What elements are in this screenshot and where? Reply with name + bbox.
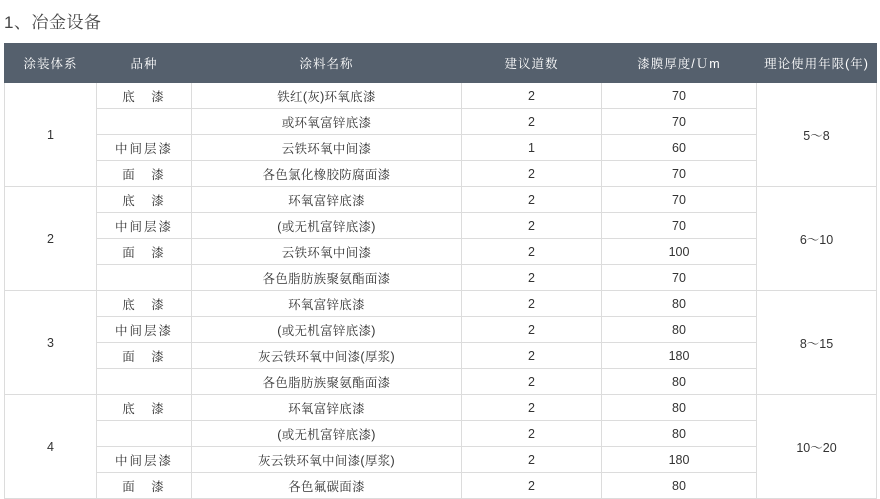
cell-kind: 中间层漆 — [97, 213, 192, 239]
cell-coats: 2 — [462, 421, 602, 447]
cell-paint-name: 环氧富锌底漆 — [192, 187, 462, 213]
cell-thickness: 80 — [602, 473, 757, 499]
cell-service-life: 5～8 — [757, 83, 877, 187]
table-row — [5, 291, 877, 317]
cell-paint-name: 灰云铁环氧中间漆(厚浆) — [192, 343, 462, 369]
cell-thickness: 70 — [602, 265, 757, 291]
cell-paint-name: 云铁环氧中间漆 — [192, 135, 462, 161]
table-row — [5, 369, 877, 395]
cell-service-life: 6～10 — [757, 187, 877, 291]
table-row — [5, 395, 877, 421]
cell-kind: 面 漆 — [97, 473, 192, 499]
cell-paint-name: 各色氟碳面漆 — [192, 473, 462, 499]
coating-systems-table — [4, 43, 877, 499]
cell-paint-name: 各色脂肪族聚氨酯面漆 — [192, 369, 462, 395]
cell-coats: 2 — [462, 447, 602, 473]
cell-coats: 2 — [462, 83, 602, 109]
cell-coats: 2 — [462, 369, 602, 395]
table-row — [5, 343, 877, 369]
table-body — [5, 83, 877, 499]
cell-kind: 面 漆 — [97, 343, 192, 369]
cell-kind: 中间层漆 — [97, 135, 192, 161]
table-row — [5, 239, 877, 265]
cell-system: 3 — [5, 291, 97, 395]
column-header-kind: 品种 — [97, 44, 192, 83]
cell-thickness: 80 — [602, 291, 757, 317]
table-row — [5, 109, 877, 135]
cell-service-life: 10～20 — [757, 395, 877, 499]
cell-service-life: 8～15 — [757, 291, 877, 395]
table-row — [5, 317, 877, 343]
cell-kind — [97, 109, 192, 135]
cell-thickness: 70 — [602, 109, 757, 135]
cell-kind — [97, 369, 192, 395]
cell-coats: 2 — [462, 343, 602, 369]
table-row — [5, 447, 877, 473]
cell-paint-name: (或无机富锌底漆) — [192, 213, 462, 239]
cell-coats: 2 — [462, 161, 602, 187]
cell-coats: 2 — [462, 187, 602, 213]
cell-thickness: 100 — [602, 239, 757, 265]
column-header-coats: 建议道数 — [462, 44, 602, 83]
table-row — [5, 213, 877, 239]
cell-coats: 2 — [462, 291, 602, 317]
column-header-thickness: 漆膜厚度/Ｕm — [602, 44, 757, 83]
cell-paint-name: 云铁环氧中间漆 — [192, 239, 462, 265]
table-row — [5, 135, 877, 161]
cell-thickness: 70 — [602, 161, 757, 187]
cell-thickness: 80 — [602, 395, 757, 421]
cell-thickness: 70 — [602, 83, 757, 109]
cell-kind: 中间层漆 — [97, 317, 192, 343]
cell-system: 2 — [5, 187, 97, 291]
cell-thickness: 60 — [602, 135, 757, 161]
cell-coats: 2 — [462, 473, 602, 499]
cell-thickness: 180 — [602, 447, 757, 473]
cell-kind: 底 漆 — [97, 83, 192, 109]
table-header — [5, 44, 877, 83]
cell-thickness: 70 — [602, 213, 757, 239]
table-row — [5, 187, 877, 213]
cell-system: 4 — [5, 395, 97, 499]
cell-paint-name: 铁红(灰)环氧底漆 — [192, 83, 462, 109]
table-row — [5, 265, 877, 291]
cell-thickness: 80 — [602, 317, 757, 343]
table-row — [5, 421, 877, 447]
table-row — [5, 161, 877, 187]
cell-kind: 底 漆 — [97, 291, 192, 317]
cell-kind — [97, 265, 192, 291]
cell-coats: 2 — [462, 239, 602, 265]
cell-paint-name: (或无机富锌底漆) — [192, 421, 462, 447]
cell-paint-name: 各色氯化橡胶防腐面漆 — [192, 161, 462, 187]
cell-thickness: 180 — [602, 343, 757, 369]
cell-coats: 1 — [462, 135, 602, 161]
table-header-row — [5, 44, 877, 83]
cell-coats: 2 — [462, 109, 602, 135]
cell-paint-name: 或环氧富锌底漆 — [192, 109, 462, 135]
cell-kind: 面 漆 — [97, 161, 192, 187]
cell-system: 1 — [5, 83, 97, 187]
cell-kind: 面 漆 — [97, 239, 192, 265]
cell-kind: 中间层漆 — [97, 447, 192, 473]
cell-paint-name: 灰云铁环氧中间漆(厚浆) — [192, 447, 462, 473]
cell-thickness: 80 — [602, 421, 757, 447]
cell-paint-name: (或无机富锌底漆) — [192, 317, 462, 343]
column-header-paint-name: 涂料名称 — [192, 44, 462, 83]
cell-kind: 底 漆 — [97, 187, 192, 213]
cell-paint-name: 环氧富锌底漆 — [192, 291, 462, 317]
cell-coats: 2 — [462, 213, 602, 239]
cell-thickness: 70 — [602, 187, 757, 213]
cell-coats: 2 — [462, 265, 602, 291]
cell-paint-name: 环氧富锌底漆 — [192, 395, 462, 421]
table-row — [5, 83, 877, 109]
cell-kind: 底 漆 — [97, 395, 192, 421]
cell-paint-name: 各色脂肪族聚氨酯面漆 — [192, 265, 462, 291]
cell-kind — [97, 421, 192, 447]
column-header-system: 涂装体系 — [5, 44, 97, 83]
cell-coats: 2 — [462, 395, 602, 421]
table-row — [5, 473, 877, 499]
column-header-service-life: 理论使用年限(年) — [757, 44, 877, 83]
cell-thickness: 80 — [602, 369, 757, 395]
page-title: 1、冶金设备 — [4, 13, 102, 32]
cell-coats: 2 — [462, 317, 602, 343]
